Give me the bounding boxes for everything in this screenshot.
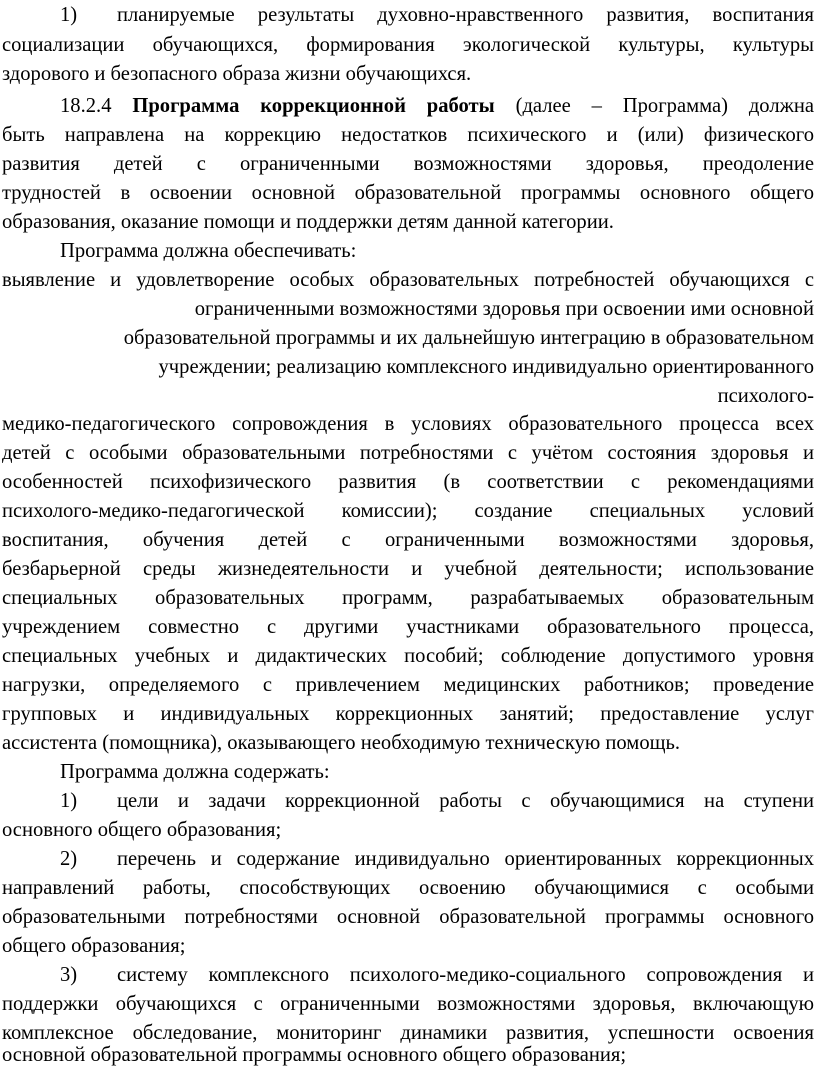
section-heading-line bbox=[2, 91, 814, 123]
intro-item-text: планируемые результаты духовно-нравственного развития, воспитания bbox=[117, 4, 814, 26]
intro-item-line: здорового и безопасного образа жизни обучающихся. bbox=[2, 63, 472, 85]
section-text: (далее – Программа) должна bbox=[515, 95, 814, 117]
provide-line: ассистента (помощника), оказывающего необходимую техническую помощь. bbox=[2, 732, 681, 754]
provide-line: детей с особыми образовательными потребностями с учётом состояния здоровья и bbox=[2, 442, 814, 464]
provide-line: особенностей психофизического развития (в соответствии с рекомендациями bbox=[2, 471, 814, 493]
contain-item-line: образовательными потребностями основной образовательной программы основного bbox=[2, 906, 814, 928]
provide-line: психолого-медико-педагогической комиссии); создание специальных условий bbox=[2, 500, 814, 522]
provide-line: групповых и индивидуальных коррекционных занятий; предоставление услуг bbox=[2, 703, 814, 725]
provide-line: учреждении; реализацию комплексного индивидуально ориентированного bbox=[158, 356, 814, 378]
provide-line: безбарьерной среды жизнедеятельности и учебной деятельности; использование bbox=[2, 558, 814, 580]
contain-item-number: 3) bbox=[60, 964, 78, 986]
contain-item-line: комплексное обследование, мониторинг динамики развития, успешности освоения bbox=[2, 1022, 814, 1044]
contain-item-line: основного общего образования; bbox=[2, 819, 282, 841]
provide-line: специальных учебных и дидактических пособий; соблюдение допустимого уровня bbox=[2, 645, 814, 667]
provide-line: образовательной программы и их дальнейшую интеграцию в образовательном bbox=[123, 327, 814, 349]
intro-item-number: 1) bbox=[60, 4, 78, 26]
contain-item-line bbox=[2, 960, 814, 992]
contain-item-number: 2) bbox=[60, 848, 78, 870]
section-line: трудностей в освоении основной образовательной программы основного общего bbox=[2, 182, 814, 204]
contain-item-line: направлений работы, способствующих освоению обучающимися с особыми bbox=[2, 877, 814, 899]
provide-line: нагрузки, определяемого с привлечением медицинских работников; проведение bbox=[2, 674, 814, 696]
contain-item-line: поддержки обучающихся с ограниченными возможностями здоровья, включающую bbox=[2, 993, 814, 1015]
provide-line: специальных образовательных программ, разрабатываемых образовательным bbox=[2, 587, 814, 609]
contain-heading: Программа должна содержать: bbox=[60, 761, 330, 783]
contain-item-line: общего образования; bbox=[2, 935, 186, 957]
provide-line: учреждением совместно с другими участниками образовательного процесса, bbox=[2, 616, 814, 638]
contain-item-line bbox=[2, 786, 814, 818]
contain-item-text: систему комплексного психолого-медико-социального сопровождения и bbox=[117, 964, 814, 986]
intro-item-line bbox=[2, 0, 814, 32]
contain-item-text: перечень и содержание индивидуально ориентированных коррекционных bbox=[117, 848, 814, 870]
section-line: развития детей с ограниченными возможностями здоровья, преодоление bbox=[2, 153, 814, 175]
provide-line: психолого- bbox=[717, 385, 814, 407]
provide-line: ограниченными возможностями здоровья при освоении ими основной bbox=[194, 298, 814, 320]
contain-item-number: 1) bbox=[60, 790, 78, 812]
provide-line: воспитания, обучения детей с ограниченными возможностями здоровья, bbox=[2, 529, 814, 551]
provide-heading: Программа должна обеспечивать: bbox=[60, 240, 357, 262]
provide-line: медико-педагогического сопровождения в условиях образовательного процесса всех bbox=[2, 413, 814, 435]
provide-line: выявление и удовлетворение особых образовательных потребностей обучающихся с bbox=[2, 269, 814, 291]
section-line: образования, оказание помощи и поддержки детям данной категории. bbox=[2, 211, 614, 233]
section-line: быть направлена на коррекцию недостатков психического и (или) физического bbox=[2, 124, 814, 146]
contain-item-line: основной образовательной программы основного общего образования; bbox=[2, 1044, 627, 1066]
section-number: 18.2.4 bbox=[60, 95, 112, 117]
section-title: Программа коррекционной работы bbox=[132, 95, 495, 117]
contain-item-text: цели и задачи коррекционной работы с обучающимися на ступени bbox=[117, 790, 814, 812]
intro-item-line: социализации обучающихся, формирования экологической культуры, культуры bbox=[2, 34, 814, 56]
contain-item-line bbox=[2, 844, 814, 876]
